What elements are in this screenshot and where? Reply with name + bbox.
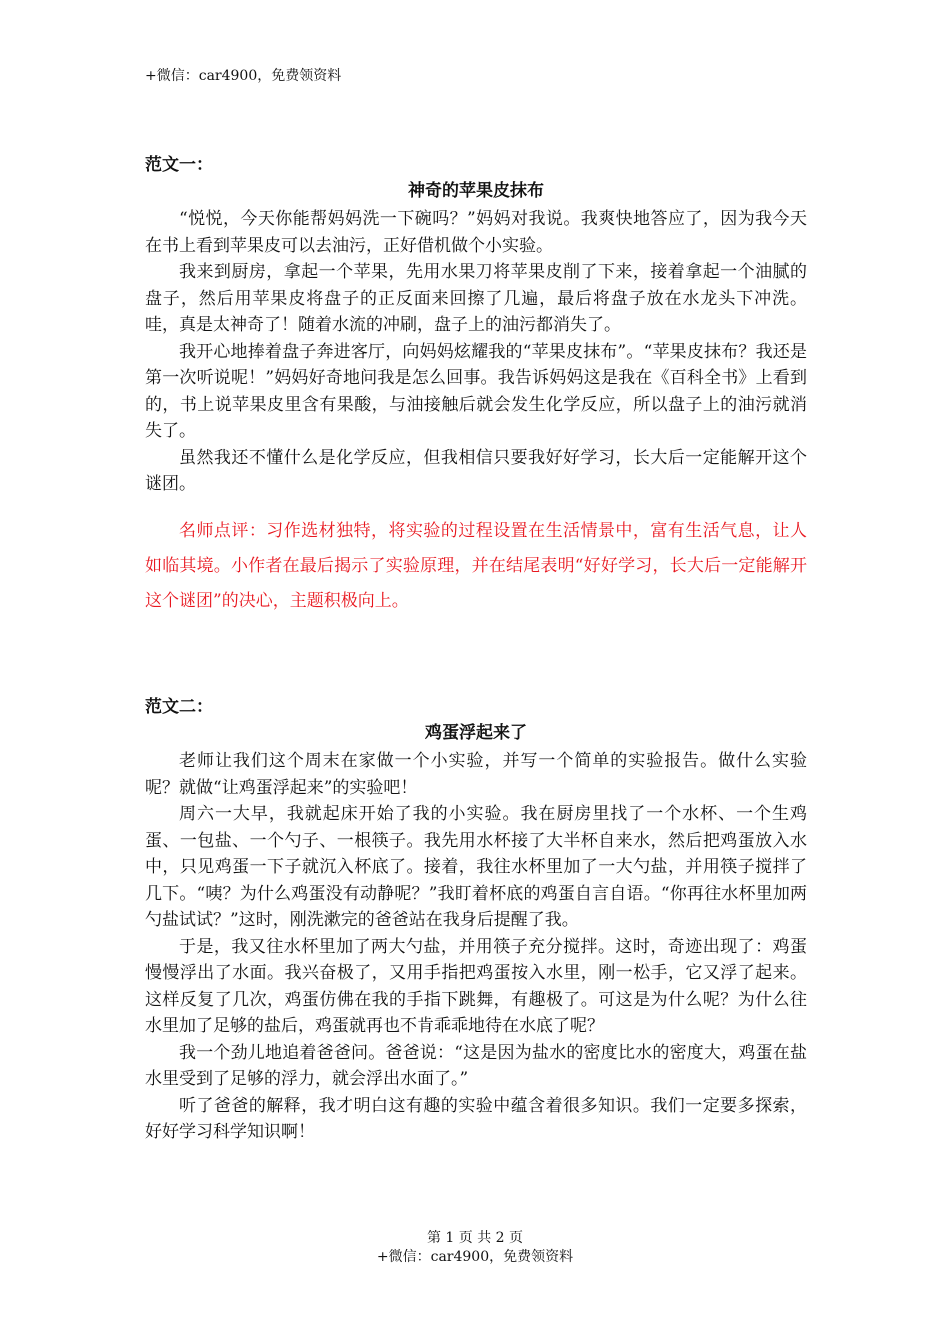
essay-one-paragraph-4: 虽然我还不懂什么是化学反应，但我相信只要我好好学习，长大后一定能解开这个谜团。: [145, 447, 807, 494]
essay-one-title: 神奇的苹果皮抹布: [408, 181, 544, 201]
essay-two: [145, 694, 807, 1146]
essay-one: [145, 152, 807, 636]
teacher-comment: 名师点评：习作选材独特，将实验的过程设置在生活情景中，富有生活气息，让人如临其境。小作者在最后揭示了实验原理，并在结尾表明“好好学习，长大后一定能解开这个谜团”的决心，主题积极向上。: [145, 520, 807, 611]
essay-two-paragraph-5: 听了爸爸的解释，我才明白这有趣的实验中蕴含着很多知识。我们一定要多探索，好好学习科学知识啊！: [145, 1095, 807, 1142]
essay-two-paragraph-1: 老师让我们这个周末在家做一个小实验，并写一个简单的实验报告。做什么实验呢？就做“让鸡蛋浮起来”的实验吧！: [145, 751, 807, 798]
essay-two-paragraph-3: 于是，我又往水杯里加了两大勺盐，并用筷子充分搅拌。这时，奇迹出现了：鸡蛋慢慢浮出了水面。我兴奋极了，又用手指把鸡蛋按入水里，刚一松手，它又浮了起来。这样反复了几次，鸡蛋仿佛在我的手指下跳舞，有趣极了。可这是为什么呢？为什么往水里加了足够的盐后，鸡蛋就再也不肯乖乖地待在水底了呢？: [145, 936, 807, 1036]
footer-note: +微信：car4900，免费领资料: [376, 1249, 574, 1265]
essay-two-paragraph-4: 我一个劲儿地追着爸爸问。爸爸说：“这是因为盐水的密度比水的密度大，鸡蛋在盐水里受到了足够的浮力，就会浮出水面了。”: [145, 1042, 807, 1089]
essay-one-label: 范文一：: [145, 155, 213, 175]
essay-one-paragraph-3: 我开心地捧着盘子奔进客厅，向妈妈炫耀我的“苹果皮抹布”。“苹果皮抹布？我还是第一次听说呢！”妈妈好奇地问我是怎么回事。我告诉妈妈这是我在《百科全书》上看到的，书上说苹果皮里含有果酸，与油接触后就会发生化学反应，所以盘子上的油污就消失了。: [145, 341, 807, 441]
essay-one-paragraph-2: 我来到厨房，拿起一个苹果，先用水果刀将苹果皮削了下来，接着拿起一个油腻的盘子，然后用苹果皮将盘子的正反面来回擦了几遍，最后将盘子放在水龙头下冲洗。哇，真是太神奇了！随着水流的冲刷，盘子上的油污都消失了。: [145, 262, 807, 335]
essay-two-paragraph-2: 周六一大早，我就起床开始了我的小实验。我在厨房里找了一个水杯、一个生鸡蛋、一包盐、一个勺子、一根筷子。我先用水杯接了大半杯自来水，然后把鸡蛋放入水中，只见鸡蛋一下子就沉入杯底了。接着，我往水杯里加了一大勺盐，并用筷子搅拌了几下。“咦？为什么鸡蛋没有动静呢？”我盯着杯底的鸡蛋自言自语。“你再往水杯里加两勺盐试试？”这时，刚洗漱完的爸爸站在我身后提醒了我。: [145, 804, 807, 930]
essay-two-title: 鸡蛋浮起来了: [425, 723, 527, 743]
essay-two-label: 范文二：: [145, 697, 213, 717]
essay-one-paragraph-1: “悦悦，今天你能帮妈妈洗一下碗吗？”妈妈对我说。我爽快地答应了，因为我今天在书上看到苹果皮可以去油污，正好借机做个小实验。: [145, 209, 807, 256]
header-note: +微信：car4900，免费领资料: [145, 68, 342, 84]
page-number: 第 1 页 共 2 页: [426, 1230, 524, 1246]
